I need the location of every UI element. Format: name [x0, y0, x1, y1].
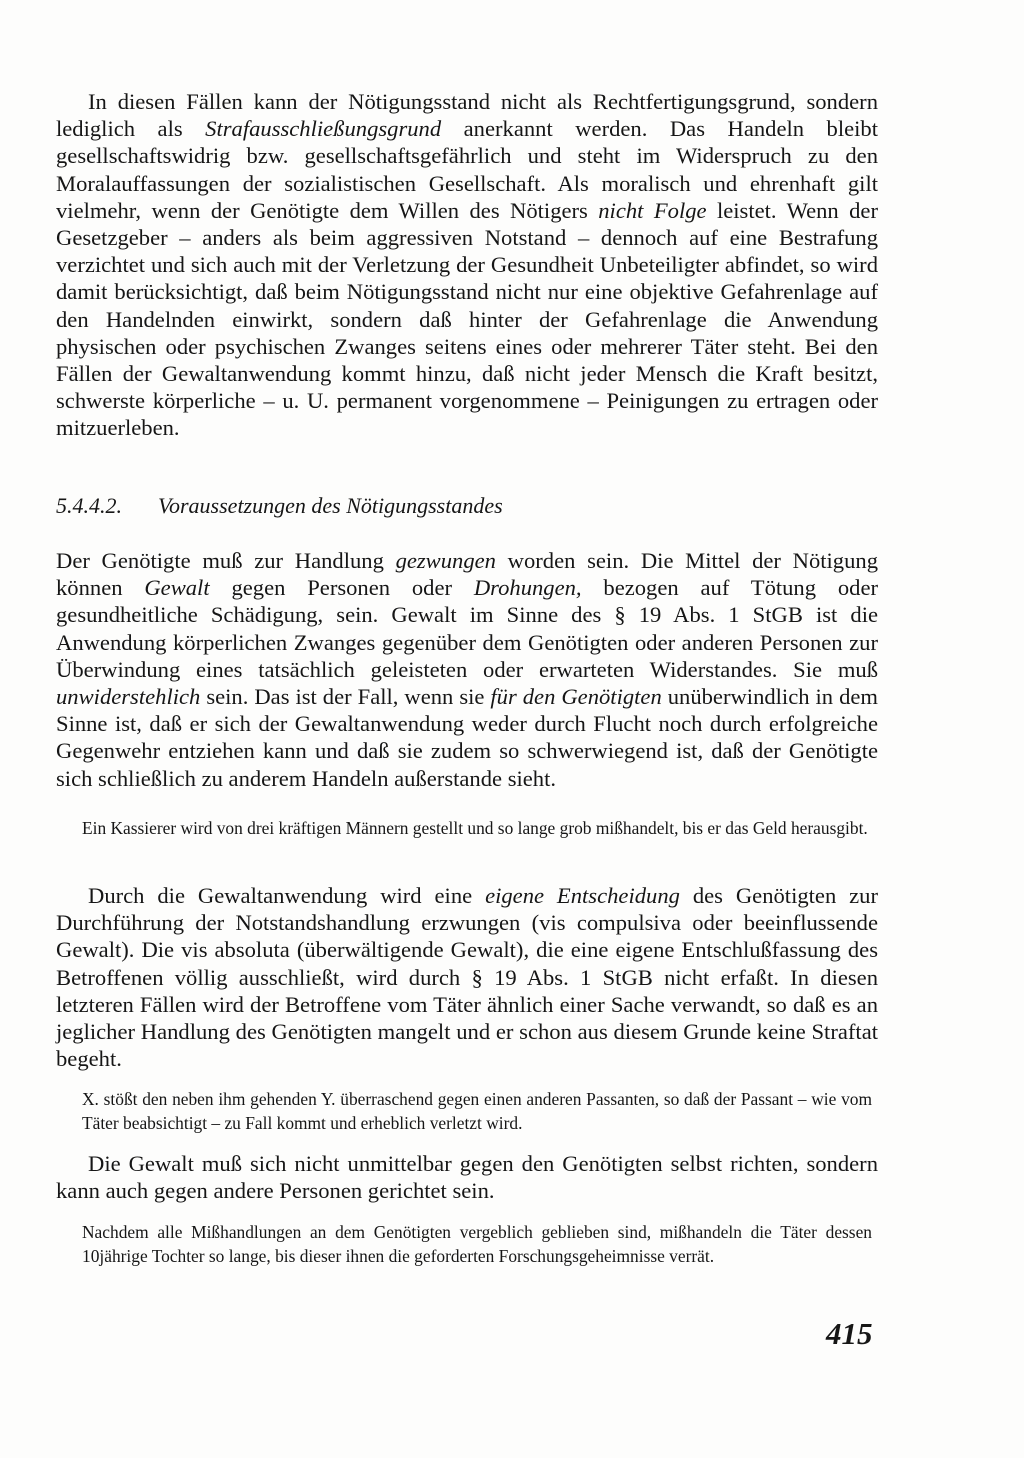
- paragraph-nötigungsstand-strafausschliessungsgrund: [56, 88, 878, 442]
- text-run: worden sein. Die Mittel der Nötigung können: [56, 548, 878, 601]
- emphasis-gezwungen: gezwungen: [395, 548, 496, 573]
- emphasis-gewalt: Gewalt: [144, 575, 210, 601]
- example-tochter: Nachdem alle Mißhandlungen an dem Genötigten vergeblich geblieben sind, mißhandeln die Täter dessen 10jährige Tochter so lange, bis dieser ihnen die geforderten Forschungsgeheimnisse verrät.: [82, 1222, 872, 1266]
- emphasis-eigene-entscheidung: eigene Entscheidung: [485, 883, 680, 908]
- text-run: sein. Das ist der Fall, wenn sie: [200, 684, 491, 710]
- emphasis-nicht-folge: nicht Folge: [598, 197, 707, 223]
- emphasis-unwiderstehlich: unwiderstehlich: [56, 684, 201, 710]
- example-kassierer: Ein Kassierer wird von drei kräftigen Männern gestellt und so lange grob mißhandelt, bis er das Geld herausgibt.: [82, 818, 868, 838]
- text-run: anerkannt werden. Das Handeln bleibt gesellschaftswidrig bzw. gesellschaftsgefährlich und steht im Widerspruch zu den Moralauffassungen der sozialistischen Gesellschaft. Als moralisch und ehrenhaft gilt vielmehr, wenn der Genötigte dem Willen des Nötigers: [56, 116, 878, 223]
- paragraph-vis-compulsiva: [56, 882, 878, 1072]
- text-run: leistet. Wenn der Gesetzgeber – anders als beim aggressiven Notstand – dennoch auf eine Bestrafung verzichtet und sich auch mit der Verletzung der Gesundheit Unbeteiligter abfindet, so wird damit berücksichtigt, daß beim Nötigungsstand nicht nur eine objektive Gefahrenlage auf den Handelnden einwirkt, sondern daß hinter der Gefahrenlage die Anwendung physischen oder psychischen Zwanges seitens eines oder mehrerer Täter steht. Bei den Fällen der Gewaltanwendung kommt hinzu, daß nicht jeder Mensch die Kraft besitzt, schwerste körperliche – u. U. permanent vorgenommene – Peinigungen zu ertragen oder mitzuerleben.: [56, 197, 878, 441]
- text-run: In diesen Fällen kann der Nötigungsstand nicht als Rechtfertigungsgrund, sondern lediglich als: [56, 89, 878, 142]
- section-heading: [56, 493, 503, 519]
- text-run: gegen Personen oder: [209, 575, 474, 601]
- text-run: unüberwindlich in dem Sinne ist, daß er sich der Gewaltanwendung weder durch Flucht noch durch erfolgreiche Gegenwehr entziehen kann und daß sie zudem so schwerwiegend ist, daß der Genötigte sich schließlich zu anderem Handeln außerstande sieht.: [56, 684, 878, 791]
- paragraph-mittel-der-nötigung: [56, 547, 878, 792]
- page-number: 415: [826, 1316, 873, 1351]
- emphasis-fuer-den-genötigten: für den Genötigten: [490, 684, 662, 710]
- example-passant: X. stößt den neben ihm gehenden Y. überraschend gegen einen anderen Passanten, so daß der Passant – wie vom Täter beabsichtigt – zu Fall kommt und erheblich verletzt wird.: [82, 1089, 872, 1133]
- section-number: 5.4.4.2.: [56, 493, 122, 518]
- paragraph-gewalt-gegen-andere: Die Gewalt muß sich nicht unmittelbar gegen den Genötigten selbst richten, sondern kann auch gegen andere Personen gerichtet sein.: [56, 1151, 878, 1204]
- emphasis-drohungen: Drohungen,: [473, 575, 582, 601]
- text-run: Durch die Gewaltanwendung wird eine: [88, 883, 486, 908]
- text-run: bezogen auf Tötung oder gesundheitliche Schädigung, sein. Gewalt im Sinne des § 19 Abs. 1 StGB ist die Anwendung körperlichen Zwanges gegenüber dem Genötigten oder anderen Personen zur Überwindung eines tatsächlich geleisteten oder erwarteten Widerstandes. Sie muß: [56, 575, 878, 682]
- section-title: Voraussetzungen des Nötigungsstandes: [158, 493, 503, 518]
- text-run: Der Genötigte muß zur Handlung: [56, 548, 396, 573]
- text-run: des Genötigten zur Durchführung der Notstandshandlung erzwungen (vis compulsiva oder beeinflussende Gewalt). Die vis absoluta (überwältigende Gewalt), die eine eigene Entschlußfassung des Betroffenen völlig ausschließt, wird durch § 19 Abs. 1 StGB nicht erfaßt. In diesen letzteren Fällen wird der Betroffene vom Täter ähnlich einer Sache verwandt, so daß es an jeglicher Handlung des Genötigten mangelt und er schon aus diesem Grunde keine Straftat begeht.: [56, 883, 879, 1072]
- emphasis-strafausschliessungsgrund: Strafausschließungsgrund: [205, 116, 442, 142]
